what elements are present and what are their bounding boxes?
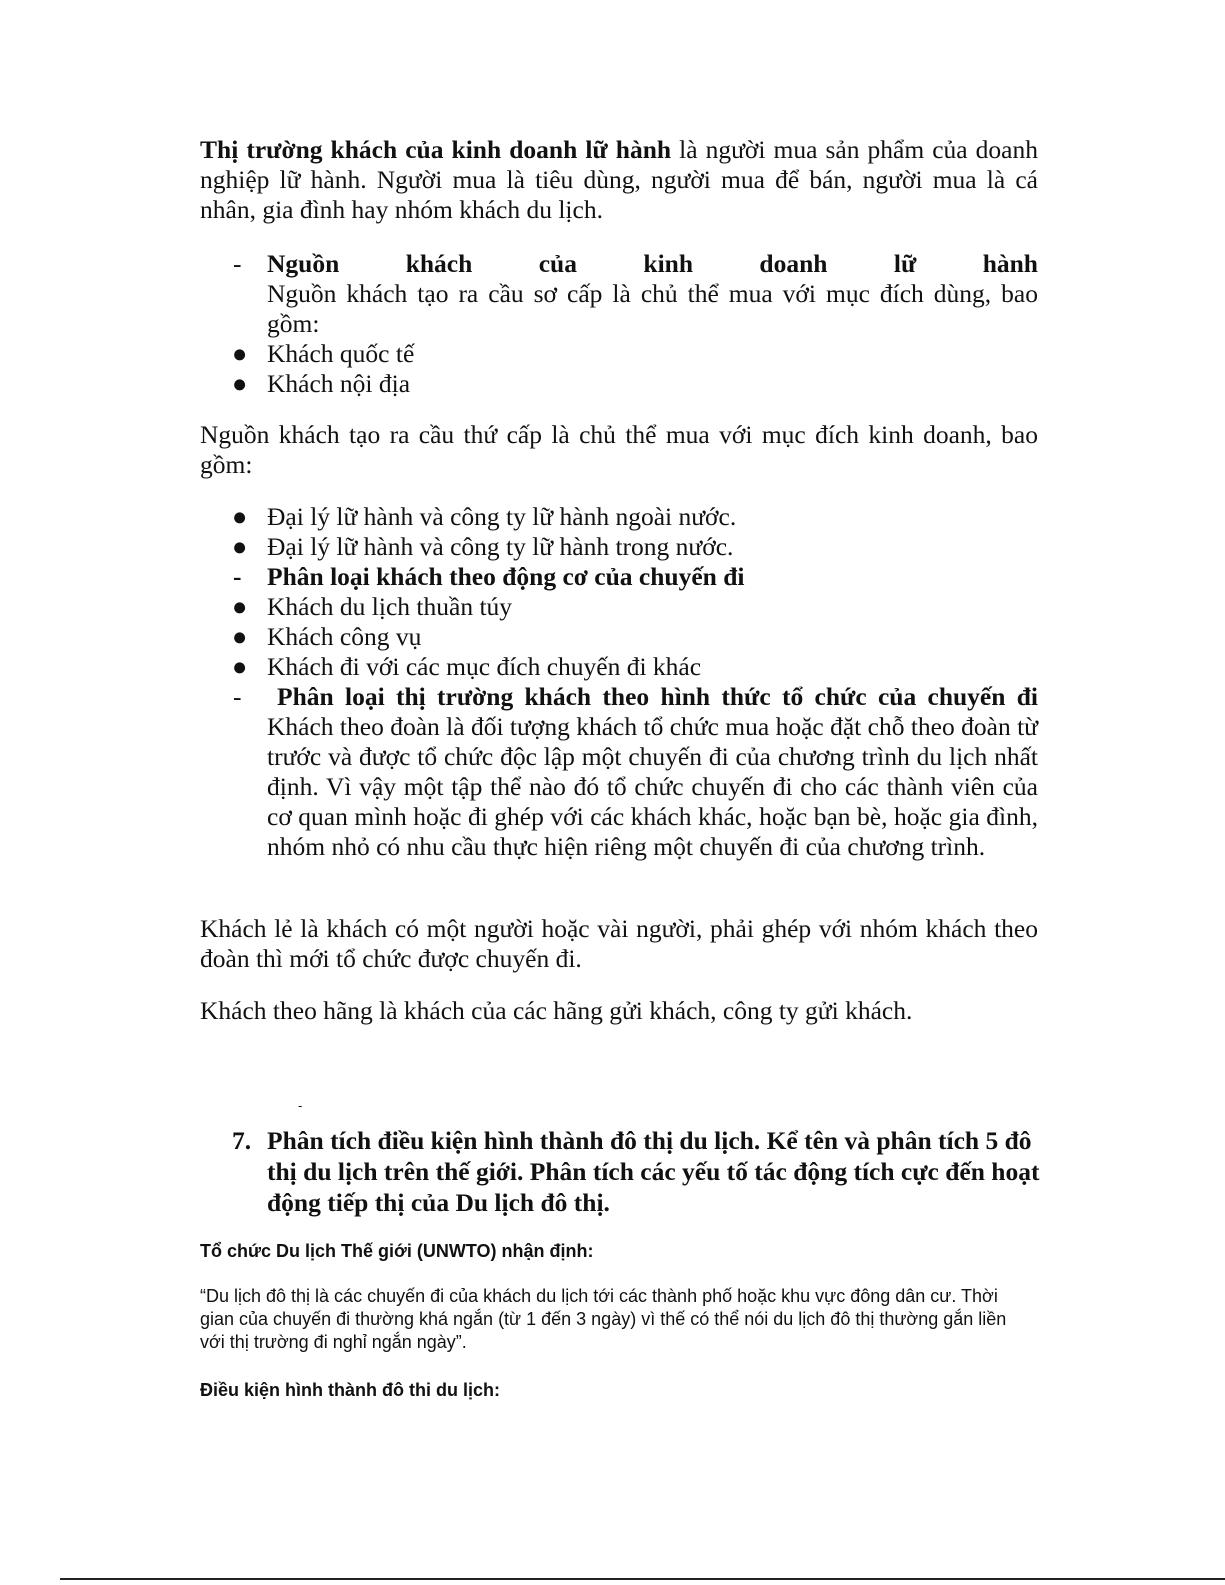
- section-body: Nguồn khách tạo ra cầu sơ cấp là chủ thể mua với mục đích dùng, bao gồm:: [267, 279, 1038, 338]
- list-item-text: Đại lý lữ hành và công ty lữ hành ngoài nước.: [267, 502, 737, 531]
- organization-form-heading: Phân loại thị trường khách theo hình thức tổ chức của chuyến đi: [277, 682, 1038, 711]
- question-7: [200, 1125, 1040, 1218]
- bullet-icon: ●: [232, 369, 248, 398]
- individual-guests-paragraph: [200, 914, 1038, 974]
- intro-term: Thị trường khách của kinh doanh lữ hành: [200, 135, 672, 164]
- dash-marker: -: [233, 249, 242, 278]
- list-item-text: Khách quốc tế: [267, 339, 415, 368]
- bullet-icon: ●: [232, 502, 248, 531]
- list-item: [200, 652, 1038, 682]
- list-item: [200, 592, 1038, 622]
- secondary-demand-paragraph: [200, 420, 1038, 480]
- list-item: [200, 532, 1038, 562]
- list-item-text: Khách công vụ: [267, 622, 422, 651]
- organization-form-row: [200, 682, 1038, 862]
- organization-form-body: Khách theo đoàn là đối tượng khách tổ chức mua hoặc đặt chỗ theo đoàn từ trước và được tổ chức độc lập một chuyến đi của chương trình du lịch nhất định. Vì vậy một tập thể nào đó tổ chức chuyến đi cho các thành viên của cơ quan mình hoặc đi ghép với các khách khác, hoặc bạn bè, hoặc gia đình, nhóm nhỏ có nhu cầu thực hiện riêng một chuyến đi của chương trình.: [267, 712, 1038, 861]
- stray-dash: -: [298, 1098, 303, 1113]
- section-heading: Nguồn khách của kinh doanh lữ hành: [267, 249, 1038, 278]
- motive-heading: Phân loại khách theo động cơ của chuyến đi: [267, 562, 745, 591]
- page-bottom-rule: [60, 1578, 1225, 1580]
- conditions-heading: Điều kiện hình thành đô thi du lịch:: [200, 1380, 500, 1400]
- motive-heading-row: [200, 562, 1038, 592]
- list-item: [200, 339, 1038, 369]
- bullet-icon: ●: [232, 339, 248, 368]
- agency-guests-paragraph: [200, 996, 1038, 1026]
- bullet-icon: ●: [232, 652, 248, 681]
- list-item: [200, 502, 1038, 532]
- unwto-heading: Tổ chức Du lịch Thế giới (UNWTO) nhận định:: [200, 1241, 594, 1261]
- list-item-text: Đại lý lữ hành và công ty lữ hành trong nước.: [267, 532, 734, 561]
- intro-definition: là người mua sản phẩm của doanh nghiệp lữ hành. Người mua là tiêu dùng, người mua để bán, người mua là cá nhân, gia đình hay nhóm khách du lịch.: [200, 135, 1038, 224]
- question-text: Phân tích điều kiện hình thành đô thị du lịch. Kể tên và phân tích 5 đô thị du lịch trên thế giới. Phân tích các yếu tố tác động tích cực đến hoạt động tiếp thị của Du lịch đô thị.: [267, 1126, 1040, 1217]
- paragraph-text: Nguồn khách tạo ra cầu thứ cấp là chủ thể mua với mục đích kinh doanh, bao gồm:: [200, 420, 1038, 479]
- secondary-list: [200, 502, 1038, 862]
- paragraph-text: Khách lẻ là khách có một người hoặc vài người, phải ghép với nhóm khách theo đoàn thì mới tổ chức được chuyến đi.: [200, 914, 1038, 973]
- bullet-icon: ●: [232, 592, 248, 621]
- list-item: [200, 622, 1038, 652]
- section-heading-row: [200, 249, 1038, 339]
- section-source-of-guests: [200, 249, 1038, 399]
- paragraph-text: Khách theo hãng là khách của các hãng gửi khách, công ty gửi khách.: [200, 996, 913, 1025]
- intro-paragraph: [200, 135, 1038, 225]
- list-item-text: Khách đi với các mục đích chuyến đi khác: [267, 652, 702, 681]
- unwto-quote: “Du lịch đô thị là các chuyến đi của khách du lịch tới các thành phố hoặc khu vực đông dân cư. Thời gian của chuyến đi thường khá ngắn (từ 1 đến 3 ngày) vì thế có thể nói du lịch đô thị thường gắn liền với thị trường đi nghỉ ngắn ngày”.: [200, 1286, 1007, 1352]
- dash-marker: -: [233, 682, 242, 711]
- dash-marker: -: [233, 562, 242, 591]
- list-item-text: Khách nội địa: [267, 369, 411, 398]
- list-item: [200, 369, 1038, 399]
- bullet-icon: ●: [232, 622, 248, 651]
- bullet-icon: ●: [232, 532, 248, 561]
- question-number: 7.: [232, 1126, 252, 1155]
- list-item-text: Khách du lịch thuần túy: [267, 592, 513, 621]
